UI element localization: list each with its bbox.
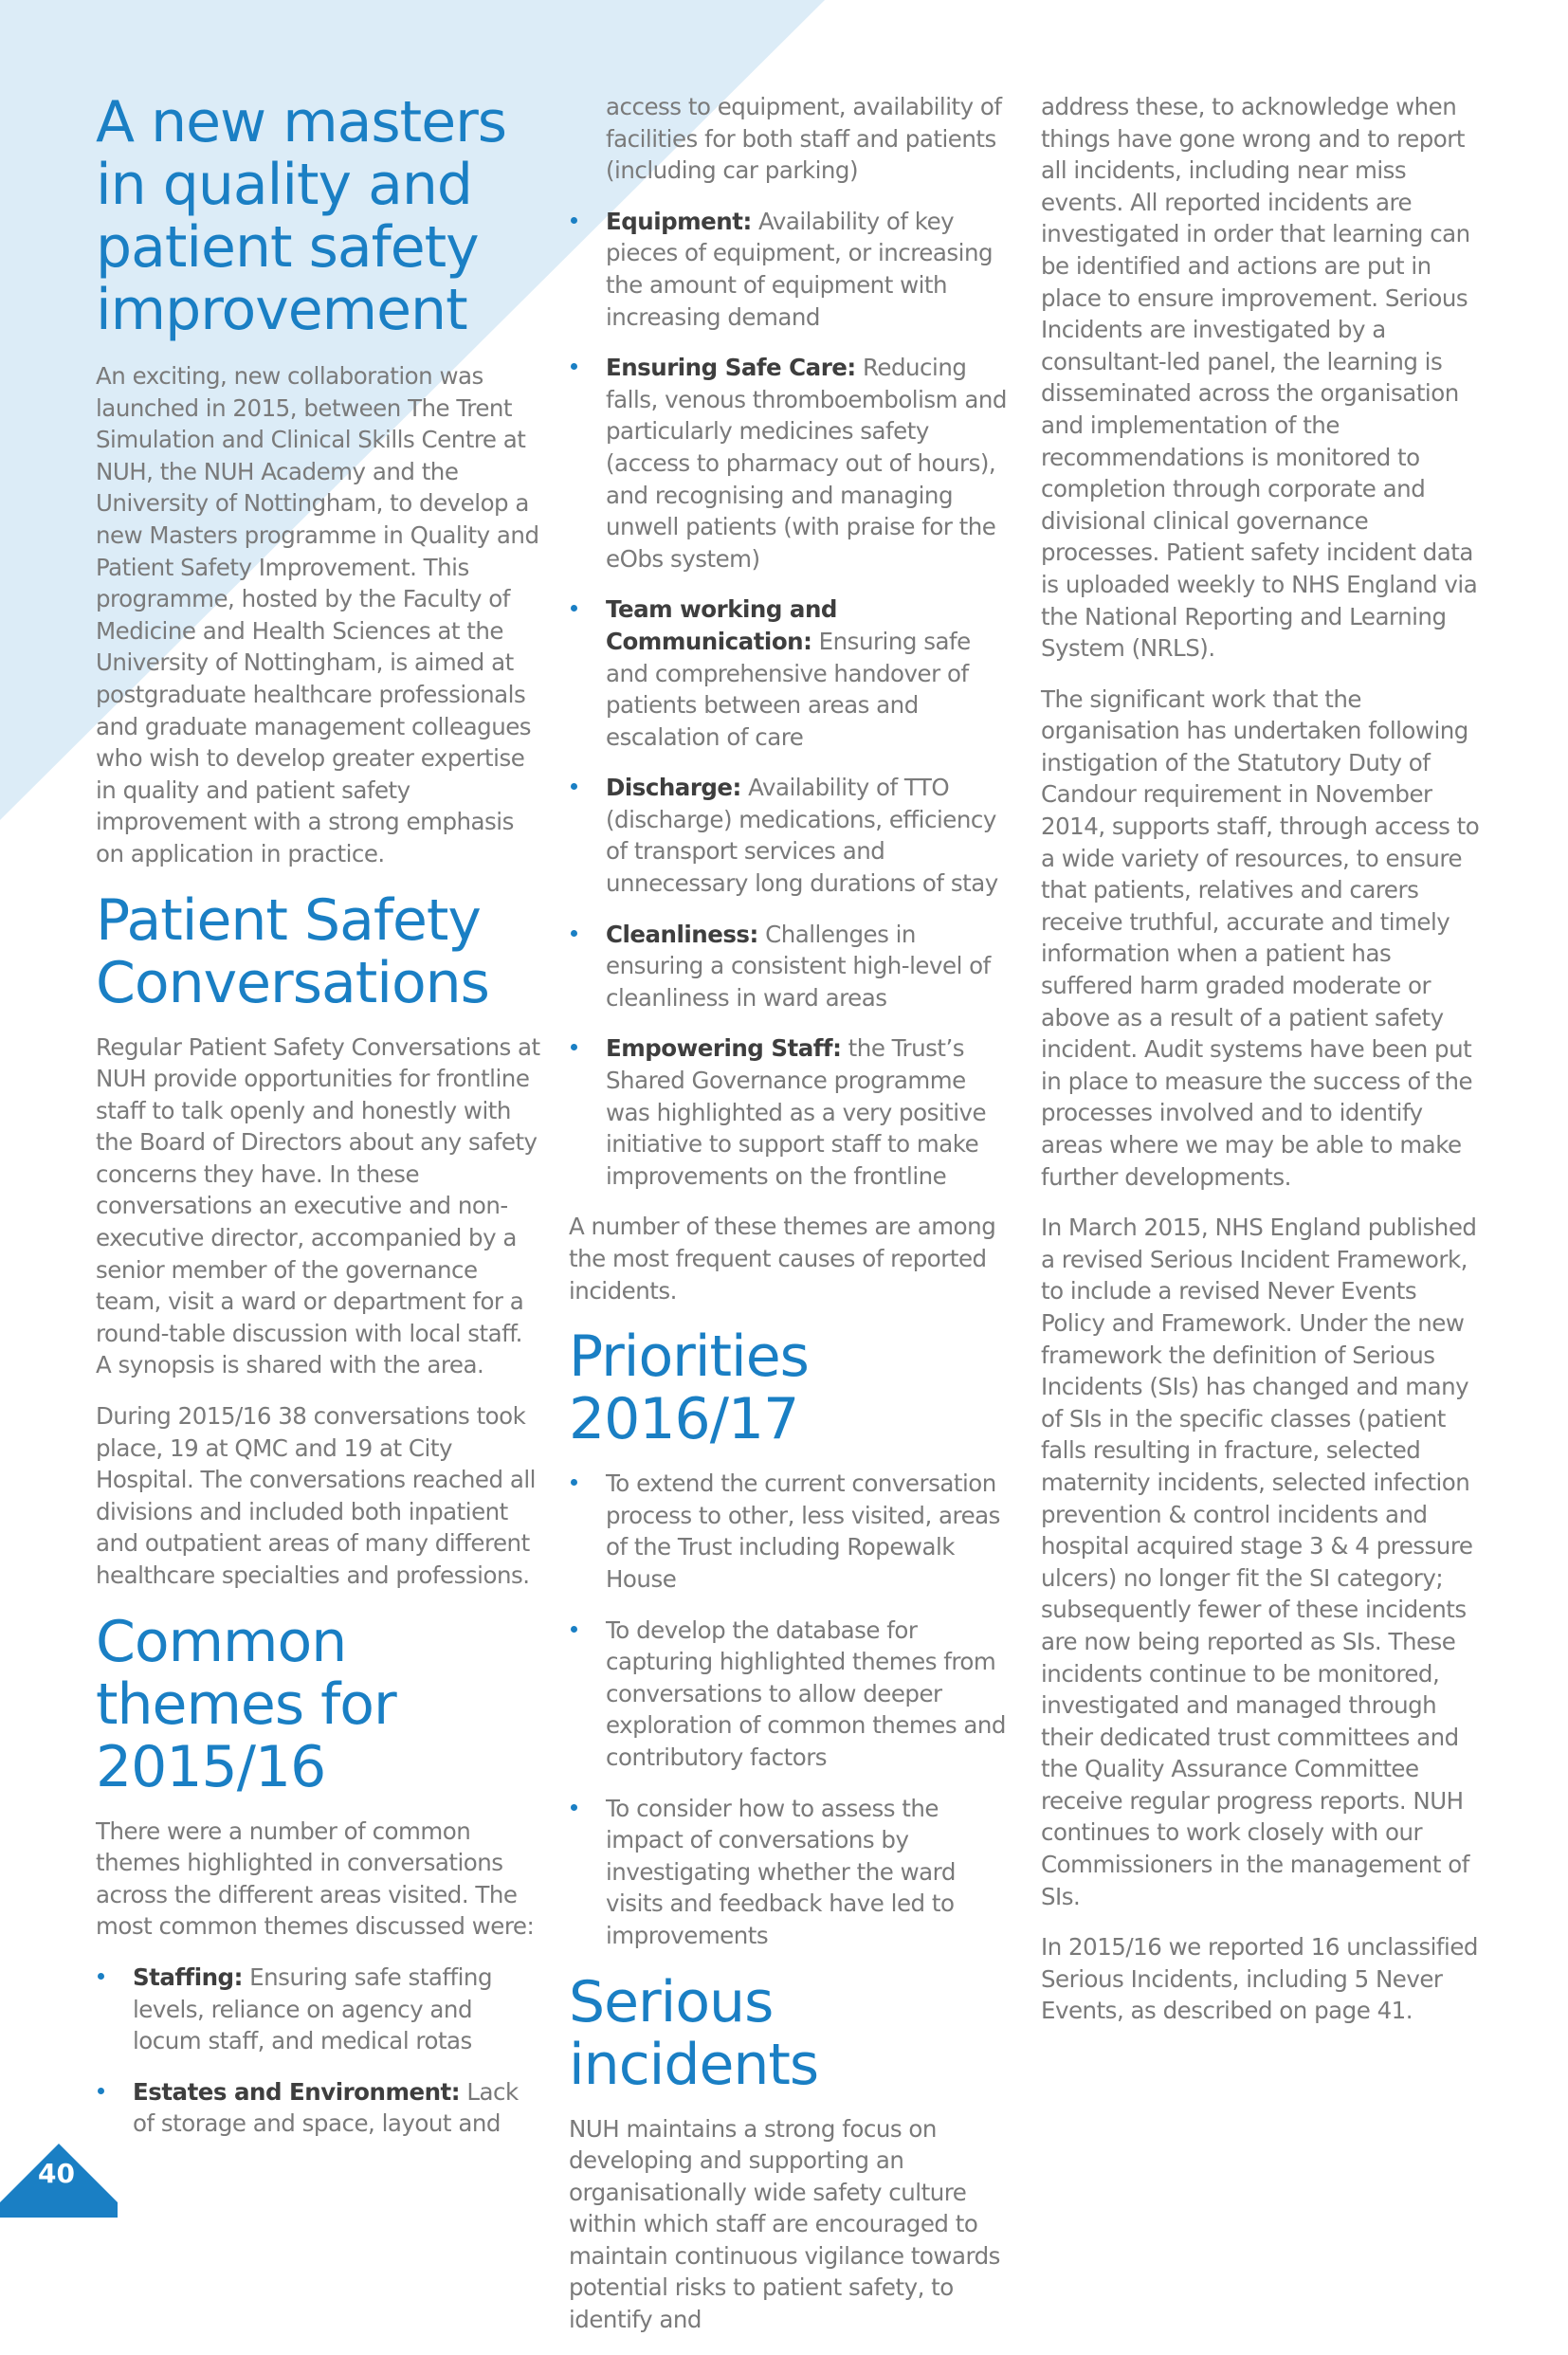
column-3 bbox=[1041, 91, 1486, 2046]
list-item bbox=[569, 1032, 1014, 1192]
theme-title: Discharge: bbox=[606, 774, 741, 802]
list-item bbox=[569, 352, 1014, 575]
theme-title: Ensuring Safe Care: bbox=[606, 354, 856, 382]
theme-title: Estates and Environment: bbox=[133, 2077, 461, 2106]
theme-title: Equipment: bbox=[606, 207, 752, 235]
themes-heading: Common themes for 2015/16 bbox=[96, 1608, 396, 1800]
list-item bbox=[96, 1962, 541, 2057]
incidents-heading: Serious incidents bbox=[569, 1968, 819, 2098]
theme-text: the Trust’s Shared Governance programme was highlighted as a very positive initiative to support staff to make improvements on the frontline bbox=[606, 1034, 987, 1190]
list-item bbox=[569, 772, 1014, 899]
themes-closing: A number of these themes are among the most frequent causes of reported incidents. bbox=[569, 1213, 996, 1305]
conversations-paragraph-2: During 2015/16 38 conversations took place, 19 at QMC and 19 at City Hospital. The conversations reached all divisions and included both inpatient and outpatient areas of many different healthcare specialties and professions. bbox=[96, 1402, 536, 1589]
list-item bbox=[96, 2076, 541, 2140]
theme-text: Availability of key pieces of equipment, or increasing the amount of equipment with increasing demand bbox=[606, 207, 994, 331]
theme-text: Ensuring safe and comprehensive handover of patients between areas and escalation of care bbox=[606, 627, 971, 751]
incidents-paragraph-1-continued: address these, to acknowledge when things have gone wrong and to report all incidents, including near miss events. All reported incidents are investigated in order that learning can be identified and actions are put in place to ensure improvement. Serious Incidents are investigated by a consultant-led panel, the learning is disseminated across the organisation and implementation of the recommendations is monitored to completion through corporate and divisional clinical governance processes. Patient safety incident data is uploaded weekly to NHS England via the National Reporting and Learning System (NRLS). bbox=[1041, 93, 1478, 663]
priorities-list bbox=[569, 1468, 1014, 1951]
theme-title: Staffing: bbox=[133, 1962, 243, 1991]
page-number: 40 bbox=[38, 2158, 75, 2189]
theme-title: Empowering Staff: bbox=[606, 1034, 842, 1063]
theme-text: Ensuring safe staffing levels, reliance on agency and locum staff, and medical rotas bbox=[133, 1962, 493, 2055]
incidents-paragraph-2: The significant work that the organisation has undertaken following instigation of the Statutory Duty of Candour requirement in November 2014, supports staff, through access to a wide variety of resources, to ensure that patients, relatives and carers receive truthful, accurate and timely information when a patient has suffered harm graded moderate or above as a result of a patient safety incident. Audit systems have been put in place to measure the success of the processes involved and to identify areas where we may be able to make further developments. bbox=[1041, 685, 1480, 1191]
theme-text: Availability of TTO (discharge) medications, efficiency of transport services and unnecessary long durations of stay bbox=[606, 774, 998, 898]
themes-intro: There were a number of common themes highlighted in conversations across the different areas visited. The most common themes discussed were: bbox=[96, 1816, 535, 1941]
theme-text: Reducing falls, venous thromboembolism and particularly medicines safety (access to pharmacy out of hours), and recognising and managing unwell patients (with praise for the eObs system) bbox=[606, 354, 1007, 573]
list-item-continued bbox=[569, 91, 1014, 187]
theme-text: Lack of storage and space, layout and bbox=[133, 2077, 519, 2138]
incidents-paragraph-3: In March 2015, NHS England published a revised Serious Incident Framework, to include a revised Never Events Policy and Framework. Under the new framework the definition of Serious Incidents (SIs) has changed and many of SIs in the specific classes (patient falls resulting in fracture, selected maternity incidents, selected infection prevention & control incidents and hospital acquired stage 3 & 4 pressure ulcers) no longer fit the SI category; subsequently fewer of these incidents are now being reported as SIs. These incidents continue to be monitored, investigated and managed through their dedicated trust committees and the Quality Assurance Committee receive regular progress reports. NUH continues to work closely with our Commissioners in the management of SIs. bbox=[1041, 1214, 1477, 1910]
masters-body: An exciting, new collaboration was launched in 2015, between The Trent Simulation and Clinical Skills Centre at NUH, the NUH Academy and the University of Nottingham, to develop a new Masters programme in Quality and Patient Safety Improvement. This programme, hosted by the Faculty of Medicine and Health Sciences at the University of Nottingham, is aimed at postgraduate healthcare professionals and graduate management colleagues who wish to develop greater expertise in quality and patient safety improvement with a strong emphasis on application in practice. bbox=[96, 362, 539, 867]
incidents-paragraph-1-start: NUH maintains a strong focus on developing and supporting an organisationally wide safety culture within which staff are encouraged to maintain continuous vigilance towards potential risks to patient safety, to identify and bbox=[569, 2114, 1000, 2334]
conversations-heading: Patient Safety Conversations bbox=[96, 886, 489, 1016]
list-item bbox=[569, 206, 1014, 333]
theme-title: Cleanliness: bbox=[606, 920, 758, 948]
themes-list-part-2 bbox=[569, 91, 1014, 1192]
masters-heading: A new masters in quality and patient safety improvement bbox=[96, 89, 507, 343]
priorities-heading: Priorities 2016/17 bbox=[569, 1324, 809, 1453]
list-item bbox=[569, 593, 1014, 753]
column-2 bbox=[569, 91, 1014, 2355]
theme-text: access to equipment, availability of facilities for both staff and patients (including car parking) bbox=[606, 93, 1002, 185]
list-item: To develop the database for capturing highlighted themes from conversations to allow deeper exploration of common themes and contributory factors bbox=[569, 1615, 1014, 1774]
column-1 bbox=[96, 91, 541, 2159]
themes-list-part-1 bbox=[96, 1962, 541, 2140]
list-item: To consider how to assess the impact of conversations by investigating whether the ward visits and feedback have led to improvements bbox=[569, 1793, 1014, 1952]
conversations-paragraph-1: Regular Patient Safety Conversations at NUH provide opportunities for frontline staff to talk openly and honestly with the Board of Directors about any safety concerns they have. In these conversations an executive and non-executive director, accompanied by a senior member of the governance team, visit a ward or department for a round-table discussion with local staff. A synopsis is shared with the area. bbox=[96, 1032, 540, 1379]
list-item bbox=[569, 919, 1014, 1014]
theme-text: Challenges in ensuring a consistent high-level of cleanliness in ward areas bbox=[606, 920, 991, 1012]
list-item: To extend the current conversation process to other, less visited, areas of the Trust including Ropewalk House bbox=[569, 1468, 1014, 1595]
incidents-paragraph-4: In 2015/16 we reported 16 unclassified Serious Incidents, including 5 Never Events, as described on page 41. bbox=[1041, 1933, 1478, 2025]
theme-title: Team working and Communication: bbox=[606, 595, 837, 655]
